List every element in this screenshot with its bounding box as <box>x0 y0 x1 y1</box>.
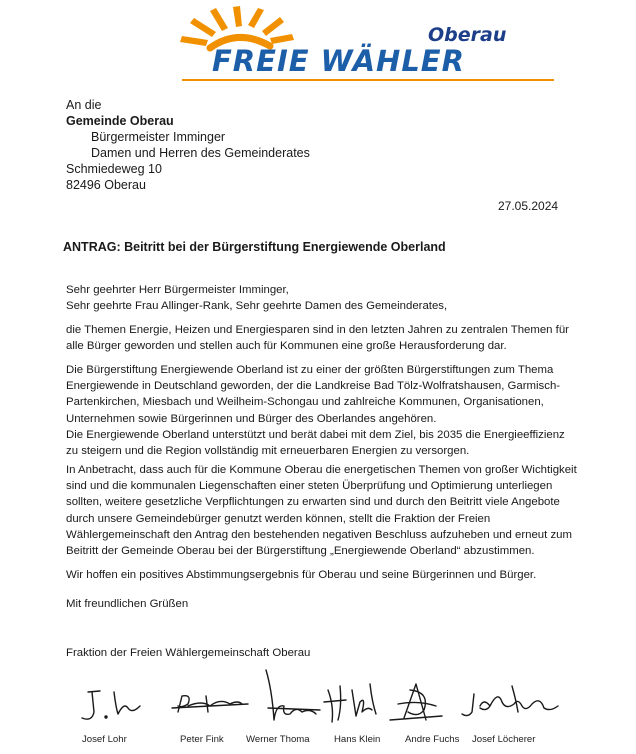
paragraph-line: sind und die kommunalen Liegenschaften einer steten Überprüfung und Optimierung unterliegen <box>66 480 553 493</box>
paragraph-line: die Themen Energie, Heizen und Energiesparen sind in den letzten Jahren zu zentralen Themen für <box>66 324 569 336</box>
logo-party-name: FREIE WÄHLER <box>212 44 465 78</box>
paragraph-line: Die Bürgerstiftung Energiewende Oberland ist zu einer der größten Bürgerstiftungen zum Thema <box>66 364 554 376</box>
logo-underline <box>182 79 554 81</box>
signatory-name: Josef Löcherer <box>472 734 536 745</box>
paragraph-line: durch unsere Gemeindebürger genutzt werden können, stellt die Fraktion der Freien <box>66 512 491 525</box>
letter-date: 27.05.2024 <box>498 199 559 213</box>
paragraph-line: alle Bürger geworden und stellen auch für Kommunen eine große Herausforderung dar. <box>66 340 507 353</box>
paragraph-line: Beitritt der Gemeinde Oberau bei der Bürgerstiftung „Energiewende Oberland“ abzustimmen. <box>66 545 535 558</box>
paragraph-line: In Anbetracht, dass auch für die Kommune Oberau die energetischen Themen von großer Wichtigkeit <box>66 464 577 476</box>
paragraph-2 <box>66 362 586 459</box>
logo-place-name: Oberau <box>428 24 507 46</box>
recipient-street: Schmiedeweg 10 <box>66 162 162 176</box>
closing-greeting: Mit freundlichen Grüßen <box>66 598 189 610</box>
signatory-name: Josef Lohr <box>82 734 127 745</box>
signatory-name: Hans Klein <box>334 734 381 745</box>
sender-line: Fraktion der Freien Wählergemeinschaft Oberau <box>66 647 311 659</box>
salutation-line: Sehr geehrte Frau Allinger-Rank, Sehr geehrte Damen des Gemeinderates, <box>66 300 448 313</box>
paragraph-line: Wir hoffen ein positives Abstimmungsergebnis für Oberau und seine Bürgerinnen und Bürger. <box>66 569 537 581</box>
paragraph-line: Partenkirchen, Miesbach und Weilheim-Schongau und zahlreiche Kommunen, Organisationen, <box>66 396 544 409</box>
salutation-line: Sehr geehrter Herr Bürgermeister Imminger, <box>66 284 289 296</box>
signatory-name: Andre Fuchs <box>405 734 460 745</box>
signatory-name: Werner Thoma <box>246 734 310 745</box>
paragraph-3 <box>66 462 586 559</box>
paragraph-line: Wählergemeinschaft den Antrag den bestehenden negativen Beschluss aufzuheben und erneut zum <box>66 528 572 541</box>
salutation <box>66 282 586 314</box>
recipient-org: Gemeinde Oberau <box>66 114 174 128</box>
recipient-line1: Bürgermeister Imminger <box>91 130 226 144</box>
recipient-line2: Damen und Herren des Gemeinderates <box>91 146 310 160</box>
paragraph-1 <box>66 322 586 354</box>
paragraph-line: sollten, weitere gesetzliche Verpflichtungen zu erwarten sind und durch den Beitritt viele Angebote <box>66 496 560 509</box>
letter-subject: ANTRAG: Beitritt bei der Bürgerstiftung Energiewende Oberland <box>63 240 446 254</box>
recipient-city: 82496 Oberau <box>66 178 146 192</box>
paragraph-line: Unternehmen sowie Bürgerinnen und Bürger des Oberlandes angehören. <box>66 412 437 425</box>
recipient-to: An die <box>66 98 102 112</box>
paragraph-line: Energiewende in Deutschland geworden, der die Landkreise Bad Tölz-Wolfratshausen, Garmisch- <box>66 380 561 393</box>
paragraph-4 <box>66 567 586 583</box>
paragraph-line: zu steigern und die Region vollständig mit erneuerbaren Energien zu versorgen. <box>66 445 470 458</box>
signatory-name: Peter Fink <box>180 734 224 745</box>
paragraph-line: Die Energiewende Oberland unterstützt und berät dabei mit dem Ziel, bis 2035 die Energieeffizienz <box>66 428 565 441</box>
